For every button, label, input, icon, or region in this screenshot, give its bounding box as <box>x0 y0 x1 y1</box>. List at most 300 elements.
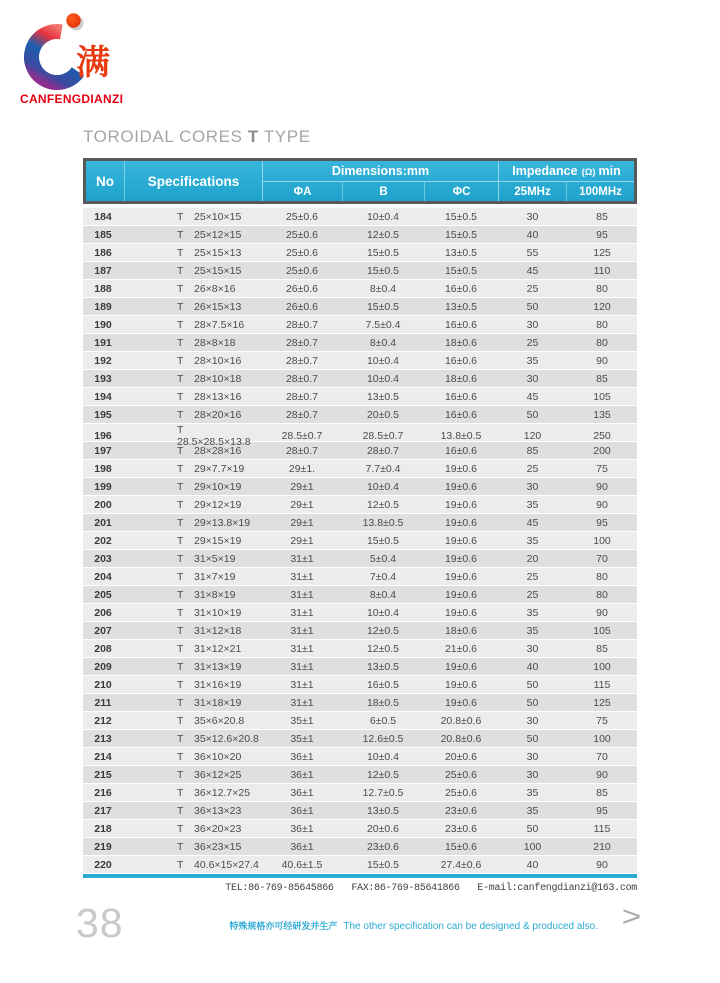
table-row <box>83 640 637 657</box>
cell-spec: T 28×20×16 <box>177 408 242 421</box>
cell-phi-c: 19±0.6 <box>444 516 478 529</box>
cell-phi-c: 15±0.5 <box>444 264 478 277</box>
table-row <box>83 856 637 873</box>
cell-b: 20±0.6 <box>366 822 400 835</box>
company-logo <box>18 8 128 106</box>
table-row <box>83 532 637 549</box>
cell-phi-c: 19±0.6 <box>444 606 478 619</box>
cell-phi-a: 31±1 <box>290 624 314 637</box>
table-row <box>83 370 637 387</box>
cell-b: 7±0.4 <box>369 570 397 583</box>
cell-phi-c: 25±0.6 <box>444 768 478 781</box>
cell-100mhz: 90 <box>596 480 608 493</box>
cell-phi-a: 31±1 <box>290 606 314 619</box>
cell-phi-c: 16±0.6 <box>444 354 478 367</box>
table-row <box>83 262 637 279</box>
table-row <box>83 226 637 243</box>
cell-b: 12±0.5 <box>366 642 400 655</box>
table-row <box>83 316 637 333</box>
cell-25mhz: 30 <box>526 480 539 493</box>
cell-phi-a: 36±1 <box>290 822 314 835</box>
cell-spec: T 28×8×18 <box>177 336 236 349</box>
cell-100mhz: 80 <box>596 318 608 331</box>
cell-25mhz: 35 <box>526 606 539 619</box>
table-row <box>83 586 637 603</box>
cell-no: 214 <box>94 750 112 763</box>
cell-phi-a: 31±1 <box>290 678 314 691</box>
cell-100mhz: 135 <box>593 408 611 421</box>
cell-25mhz: 50 <box>526 300 539 313</box>
cell-phi-c: 19±0.6 <box>444 552 478 565</box>
table-row <box>83 838 637 855</box>
cell-no: 216 <box>94 786 112 799</box>
cell-no: 184 <box>94 210 112 223</box>
cell-b: 12.7±0.5 <box>362 786 404 799</box>
tel-number: TEL:86-769-85645866 <box>225 883 334 894</box>
cell-b: 10±0.4 <box>366 606 400 619</box>
cell-b: 10±0.4 <box>366 210 400 223</box>
cell-b: 12±0.5 <box>366 498 400 511</box>
cell-phi-c: 23±0.6 <box>444 822 478 835</box>
cell-25mhz: 25 <box>526 462 539 475</box>
cell-b: 8±0.4 <box>369 588 397 601</box>
cell-no: 208 <box>94 642 112 655</box>
impedance-omega-unit: (Ω) <box>581 166 596 178</box>
cell-spec: T 31×10×19 <box>177 606 242 619</box>
table-row <box>83 442 637 459</box>
cell-spec: T 31×5×19 <box>177 552 236 565</box>
cell-25mhz: 25 <box>526 336 539 349</box>
cell-phi-a: 28±0.7 <box>285 372 319 385</box>
cell-b: 18±0.5 <box>366 696 400 709</box>
column-header-specifications: Specifications <box>124 161 262 201</box>
footer-note-english: The other specification can be designed & produced also. <box>343 921 598 932</box>
cell-100mhz: 75 <box>596 462 608 475</box>
cell-phi-c: 13±0.5 <box>444 300 478 313</box>
cell-b: 12±0.5 <box>366 768 400 781</box>
cell-no: 212 <box>94 714 112 727</box>
cell-100mhz: 70 <box>596 552 608 565</box>
cell-b: 20±0.5 <box>366 408 400 421</box>
cell-phi-a: 35±1 <box>290 732 314 745</box>
cell-spec: T 36×10×20 <box>177 750 242 763</box>
cell-25mhz: 40 <box>526 228 539 241</box>
cell-100mhz: 95 <box>596 804 608 817</box>
cell-spec: T 40.6×15×27.4 <box>177 858 259 871</box>
cell-100mhz: 110 <box>593 264 611 277</box>
cell-25mhz: 35 <box>526 534 539 547</box>
cell-25mhz: 30 <box>526 318 539 331</box>
cell-no: 218 <box>94 822 112 835</box>
cell-spec: T 29×15×19 <box>177 534 242 547</box>
spec-table <box>83 158 637 894</box>
cell-spec: T 36×12.7×25 <box>177 786 251 799</box>
cell-phi-a: 28.5±0.7 <box>281 430 323 442</box>
cell-spec: T 31×16×19 <box>177 678 242 691</box>
table-row <box>83 244 637 261</box>
brand-name: CANFENGDIANZI <box>20 92 124 106</box>
cell-spec: T 36×12×25 <box>177 768 242 781</box>
cell-no: 199 <box>94 480 112 493</box>
cell-no: 219 <box>94 840 112 853</box>
cell-phi-a: 31±1 <box>290 660 314 673</box>
cell-b: 5±0.4 <box>369 552 397 565</box>
table-row <box>83 622 637 639</box>
cell-spec: T 25×15×13 <box>177 246 242 259</box>
logo-mark-icon <box>18 8 126 90</box>
table-header-frame <box>83 158 637 204</box>
cell-25mhz: 30 <box>526 714 539 727</box>
cell-25mhz: 55 <box>526 246 539 259</box>
table-row <box>83 352 637 369</box>
column-header-phi-c: ΦC <box>424 182 498 201</box>
column-group-dimensions: Dimensions:mm <box>262 161 498 182</box>
table-row <box>83 478 637 495</box>
column-header-100mhz: 100MHz <box>566 182 634 201</box>
cell-spec: T 28×10×18 <box>177 372 242 385</box>
cell-no: 192 <box>94 354 112 367</box>
cell-phi-c: 15±0.5 <box>444 228 478 241</box>
cell-phi-a: 29±1 <box>290 498 314 511</box>
cell-25mhz: 30 <box>526 372 539 385</box>
cell-phi-a: 31±1 <box>290 552 314 565</box>
table-row <box>83 334 637 351</box>
cell-100mhz: 125 <box>593 246 611 259</box>
cell-b: 15±0.5 <box>366 300 400 313</box>
cell-phi-c: 16±0.6 <box>444 282 478 295</box>
cell-b: 7.7±0.4 <box>365 462 401 475</box>
logo-dot <box>66 13 80 27</box>
table-row <box>83 712 637 729</box>
cell-phi-a: 29±1 <box>290 534 314 547</box>
cell-spec: T 28×10×16 <box>177 354 242 367</box>
cell-100mhz: 90 <box>596 858 608 871</box>
cell-100mhz: 85 <box>596 642 608 655</box>
cell-phi-a: 29±1 <box>290 480 314 493</box>
cell-100mhz: 90 <box>596 768 608 781</box>
cell-b: 12±0.5 <box>366 228 400 241</box>
cell-b: 15±0.5 <box>366 246 400 259</box>
table-row <box>83 514 637 531</box>
cell-no: 189 <box>94 300 112 313</box>
cell-25mhz: 35 <box>526 804 539 817</box>
column-group-impedance <box>498 161 634 182</box>
cell-100mhz: 100 <box>593 732 611 745</box>
table-row <box>83 730 637 747</box>
table-row <box>83 298 637 315</box>
cell-100mhz: 90 <box>596 354 608 367</box>
column-header-25mhz: 25MHz <box>498 182 566 201</box>
table-row <box>83 820 637 837</box>
cell-b: 7.5±0.4 <box>365 318 401 331</box>
cell-no: 220 <box>94 858 112 871</box>
cell-100mhz: 250 <box>593 430 611 442</box>
cell-phi-a: 36±1 <box>290 840 314 853</box>
cell-25mhz: 40 <box>526 660 539 673</box>
cell-25mhz: 45 <box>526 516 539 529</box>
cell-25mhz: 25 <box>526 570 539 583</box>
cell-phi-c: 19±0.6 <box>444 696 478 709</box>
cell-100mhz: 105 <box>593 624 611 637</box>
cell-no: 193 <box>94 372 112 385</box>
cell-no: 200 <box>94 498 112 511</box>
cell-25mhz: 30 <box>526 210 539 223</box>
cell-phi-a: 28±0.7 <box>285 318 319 331</box>
cell-25mhz: 50 <box>526 678 539 691</box>
cell-100mhz: 85 <box>596 210 608 223</box>
cell-no: 197 <box>94 444 112 457</box>
cell-phi-a: 25±0.6 <box>285 246 319 259</box>
cell-no: 211 <box>94 696 112 709</box>
cell-spec: T 31×13×19 <box>177 660 242 673</box>
cell-100mhz: 95 <box>596 516 608 529</box>
table-body <box>83 208 637 873</box>
table-row <box>83 766 637 783</box>
cell-phi-c: 19±0.6 <box>444 534 478 547</box>
cell-100mhz: 120 <box>593 300 611 313</box>
cell-25mhz: 35 <box>526 498 539 511</box>
cell-25mhz: 30 <box>526 642 539 655</box>
cell-phi-c: 27.4±0.6 <box>440 858 482 871</box>
cell-no: 202 <box>94 534 112 547</box>
table-row <box>83 748 637 765</box>
cell-no: 186 <box>94 246 112 259</box>
cell-phi-a: 28±0.7 <box>285 408 319 421</box>
cell-25mhz: 40 <box>526 858 539 871</box>
cell-25mhz: 25 <box>526 282 539 295</box>
cell-phi-c: 16±0.6 <box>444 444 478 457</box>
cell-spec: T28.5×28.5×13.8 <box>177 424 251 448</box>
cell-25mhz: 45 <box>526 264 539 277</box>
cell-phi-c: 19±0.6 <box>444 660 478 673</box>
cell-b: 28±0.7 <box>366 444 400 457</box>
table-row <box>83 694 637 711</box>
cell-no: 191 <box>94 336 112 349</box>
next-page-chevron-icon: > <box>621 901 642 933</box>
cell-b: 15±0.5 <box>366 858 400 871</box>
cell-25mhz: 120 <box>523 430 542 442</box>
page-title <box>83 127 311 147</box>
cell-phi-c: 18±0.6 <box>444 372 478 385</box>
cell-b: 13±0.5 <box>366 390 400 403</box>
cell-phi-c: 16±0.6 <box>444 318 478 331</box>
table-row <box>83 658 637 675</box>
cell-phi-c: 16±0.6 <box>444 408 478 421</box>
cell-spec: T 29×10×19 <box>177 480 242 493</box>
cell-no: 188 <box>94 282 112 295</box>
cell-no: 204 <box>94 570 112 583</box>
cell-spec: T 35×6×20.8 <box>177 714 245 727</box>
cell-phi-c: 13±0.5 <box>444 246 478 259</box>
logo-crescent <box>31 32 77 83</box>
cell-100mhz: 115 <box>593 822 611 835</box>
impedance-label: Impedance <box>512 164 578 178</box>
column-header-no: No <box>96 173 114 189</box>
cell-b: 13±0.5 <box>366 660 400 673</box>
cell-phi-c: 16±0.6 <box>444 390 478 403</box>
cell-phi-a: 26±0.6 <box>285 282 319 295</box>
cell-phi-c: 19±0.6 <box>444 462 478 475</box>
cell-100mhz: 80 <box>596 570 608 583</box>
cell-no: 196 <box>94 430 112 442</box>
cell-b: 13.8±0.5 <box>362 516 404 529</box>
table-row <box>83 802 637 819</box>
cell-no: 203 <box>94 552 112 565</box>
cell-no: 215 <box>94 768 112 781</box>
cell-spec: T 36×13×23 <box>177 804 242 817</box>
cell-25mhz: 50 <box>526 408 539 421</box>
cell-phi-c: 19±0.6 <box>444 588 478 601</box>
cell-100mhz: 125 <box>593 696 611 709</box>
cell-100mhz: 105 <box>593 390 611 403</box>
cell-spec: T 31×7×19 <box>177 570 236 583</box>
cell-b: 6±0.5 <box>369 714 397 727</box>
cell-phi-c: 23±0.6 <box>444 804 478 817</box>
cell-phi-c: 19±0.6 <box>444 570 478 583</box>
cell-b: 12±0.5 <box>366 624 400 637</box>
cell-phi-c: 21±0.6 <box>444 642 478 655</box>
cell-100mhz: 115 <box>593 678 611 691</box>
cell-no: 195 <box>94 408 112 421</box>
cell-b: 12.6±0.5 <box>362 732 404 745</box>
cell-spec: T 29×12×19 <box>177 498 242 511</box>
cell-phi-a: 36±1 <box>290 786 314 799</box>
cell-100mhz: 75 <box>596 714 608 727</box>
cell-phi-c: 15±0.6 <box>444 840 478 853</box>
logo-cjk-character: 满 <box>76 44 110 82</box>
cell-25mhz: 25 <box>526 588 539 601</box>
cell-phi-c: 13.8±0.5 <box>440 430 482 442</box>
cell-25mhz: 50 <box>526 732 539 745</box>
cell-spec: T 31×12×21 <box>177 642 242 655</box>
cell-phi-a: 28±0.7 <box>285 354 319 367</box>
impedance-min-label: min <box>598 164 621 178</box>
cell-phi-a: 31±1 <box>290 642 314 655</box>
cell-100mhz: 85 <box>596 786 608 799</box>
cell-100mhz: 90 <box>596 498 608 511</box>
cell-phi-c: 18±0.6 <box>444 336 478 349</box>
title-prefix: TOROIDAL CORES <box>83 127 248 146</box>
table-row <box>83 676 637 693</box>
cell-100mhz: 100 <box>593 534 611 547</box>
cell-100mhz: 210 <box>593 840 611 853</box>
column-header-b: B <box>342 182 424 201</box>
table-row <box>83 424 637 448</box>
cell-phi-a: 28±0.7 <box>285 336 319 349</box>
cell-no: 187 <box>94 264 112 277</box>
cell-25mhz: 35 <box>526 354 539 367</box>
cell-25mhz: 45 <box>526 390 539 403</box>
cell-100mhz: 85 <box>596 372 608 385</box>
cell-spec: T 31×18×19 <box>177 696 242 709</box>
cell-no: 206 <box>94 606 112 619</box>
cell-phi-a: 26±0.6 <box>285 300 319 313</box>
cell-25mhz: 50 <box>526 696 539 709</box>
cell-no: 198 <box>94 462 112 475</box>
cell-b: 15±0.5 <box>366 534 400 547</box>
cell-b: 10±0.4 <box>366 480 400 493</box>
table-row <box>83 280 637 297</box>
cell-25mhz: 30 <box>526 750 539 763</box>
table-row <box>83 496 637 513</box>
cell-phi-a: 31±1 <box>290 588 314 601</box>
cell-b: 23±0.6 <box>366 840 400 853</box>
cell-spec: T 26×8×16 <box>177 282 236 295</box>
table-row <box>83 550 637 567</box>
table-row <box>83 406 637 423</box>
cell-100mhz: 90 <box>596 606 608 619</box>
cell-phi-a: 31±1 <box>290 696 314 709</box>
cell-100mhz: 80 <box>596 588 608 601</box>
table-row <box>83 604 637 621</box>
cell-phi-a: 36±1 <box>290 768 314 781</box>
cell-no: 194 <box>94 390 112 403</box>
cell-phi-a: 40.6±1.5 <box>281 858 323 871</box>
cell-b: 10±0.4 <box>366 354 400 367</box>
title-suffix: TYPE <box>258 127 311 146</box>
cell-spec: T 28×28×16 <box>177 444 242 457</box>
cell-b: 16±0.5 <box>366 678 400 691</box>
cell-no: 207 <box>94 624 112 637</box>
cell-spec: T 36×23×15 <box>177 840 242 853</box>
cell-100mhz: 100 <box>593 660 611 673</box>
cell-100mhz: 70 <box>596 750 608 763</box>
cell-spec: T 31×12×18 <box>177 624 242 637</box>
cell-phi-a: 36±1 <box>290 804 314 817</box>
cell-spec: T 36×20×23 <box>177 822 242 835</box>
cell-spec: T 28×13×16 <box>177 390 242 403</box>
table-bottom-rule <box>83 874 637 878</box>
cell-phi-a: 36±1 <box>290 750 314 763</box>
cell-25mhz: 100 <box>523 840 542 853</box>
cell-no: 217 <box>94 804 112 817</box>
cell-phi-a: 29±1. <box>288 462 316 475</box>
cell-spec: T 25×12×15 <box>177 228 242 241</box>
column-header-phi-a: ΦA <box>262 182 342 201</box>
cell-spec: T 28×7.5×16 <box>177 318 245 331</box>
cell-no: 190 <box>94 318 112 331</box>
cell-phi-c: 15±0.5 <box>444 210 478 223</box>
cell-phi-a: 28±0.7 <box>285 444 319 457</box>
cell-no: 210 <box>94 678 112 691</box>
table-row <box>83 208 637 225</box>
cell-phi-c: 20.8±0.6 <box>440 714 482 727</box>
cell-100mhz: 200 <box>593 444 611 457</box>
footer-note-chinese: 特殊规格亦可经研发并生产 <box>229 921 338 931</box>
cell-25mhz: 50 <box>526 822 539 835</box>
cell-spec: T 35×12.6×20.8 <box>177 732 259 745</box>
table-header <box>86 161 634 201</box>
cell-no: 209 <box>94 660 112 673</box>
fax-number: FAX:86-769-85641866 <box>351 883 460 894</box>
cell-no: 213 <box>94 732 112 745</box>
cell-phi-a: 31±1 <box>290 570 314 583</box>
cell-phi-a: 28±0.7 <box>285 390 319 403</box>
cell-25mhz: 35 <box>526 624 539 637</box>
cell-spec: T 25×15×15 <box>177 264 242 277</box>
cell-phi-a: 29±1 <box>290 516 314 529</box>
cell-spec: T 29×7.7×19 <box>177 462 245 475</box>
cell-phi-c: 19±0.6 <box>444 480 478 493</box>
cell-phi-c: 20.8±0.6 <box>440 732 482 745</box>
cell-no: 205 <box>94 588 112 601</box>
cell-spec: T 25×10×15 <box>177 210 242 223</box>
footer-note <box>229 919 598 932</box>
cell-phi-a: 35±1 <box>290 714 314 727</box>
cell-b: 28.5±0.7 <box>362 430 404 442</box>
cell-b: 13±0.5 <box>366 804 400 817</box>
cell-b: 10±0.4 <box>366 372 400 385</box>
